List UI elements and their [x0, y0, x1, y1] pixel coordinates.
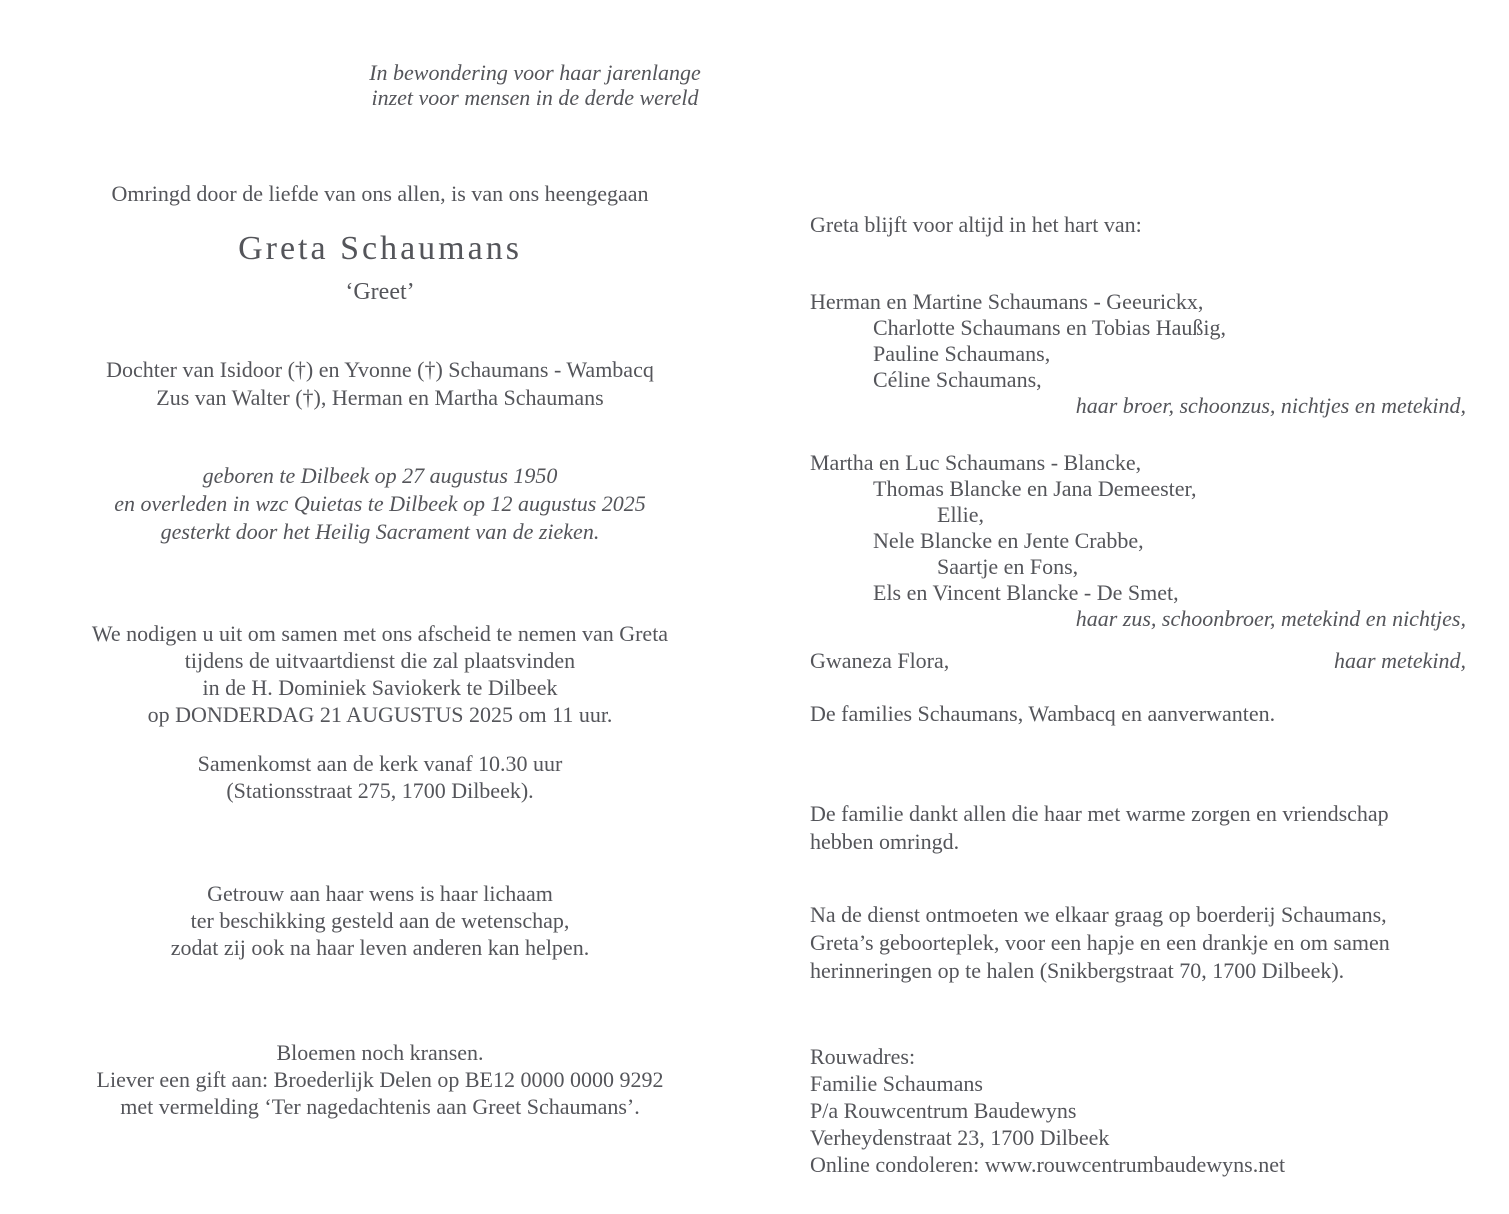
- lineage-line: Zus van Walter (†), Herman en Martha Schaumans: [156, 385, 604, 410]
- thanks-line: hebben omringd.: [810, 829, 960, 854]
- lineage: [30, 356, 730, 412]
- science-line: zodat zij ook na haar leven anderen kan helpen.: [170, 935, 590, 960]
- godchild-name: Gwaneza Flora,: [810, 648, 950, 673]
- life-dates: [30, 462, 730, 546]
- reception-note: [810, 901, 1466, 985]
- family-member-line: Saartje en Fons,: [937, 554, 1079, 579]
- sacrament-line: gesterkt door het Heilig Sacrament van de zieken.: [160, 519, 600, 544]
- mourning-address-label: Rouwadres:: [810, 1044, 916, 1069]
- funeral-service-info: [30, 620, 730, 728]
- epigraph-line: In bewondering voor haar jarenlange: [369, 60, 701, 85]
- relation-line: haar broer, schoonzus, nichtjes en metekind,: [1075, 393, 1466, 418]
- donation-note: [30, 1039, 730, 1120]
- mourning-address: [810, 1043, 1466, 1178]
- mourning-address-line: Verheydenstraat 23, 1700 Dilbeek: [810, 1125, 1110, 1150]
- family-member-line: Nele Blancke en Jente Crabbe,: [873, 528, 1144, 553]
- mourning-address-line: Familie Schaumans: [810, 1071, 983, 1096]
- reception-line: Greta’s geboorteplek, voor een hapje en een drankje en om samen: [810, 930, 1390, 955]
- family-group-brother: [810, 289, 1466, 419]
- deceased-name: Greta Schaumans: [238, 230, 522, 267]
- reception-address-line: herinneringen op te halen (Snikbergstraat 70, 1700 Dilbeek).: [810, 958, 1345, 983]
- family-member-line: Pauline Schaumans,: [873, 341, 1051, 366]
- mourning-address-line: P/a Rouwcentrum Baudewyns: [810, 1098, 1077, 1123]
- epigraph: [285, 60, 785, 110]
- family-member-line: Charlotte Schaumans en Tobias Haußig,: [873, 315, 1227, 340]
- gathering-address-line: (Stationsstraat 275, 1700 Dilbeek).: [226, 778, 534, 803]
- thanks-line: De familie dankt allen die haar met warme zorgen en vriendschap: [810, 801, 1389, 826]
- deceased-nickname: ‘Greet’: [345, 279, 415, 305]
- service-line: tijdens de uitvaartdienst die zal plaatsvinden: [184, 648, 576, 673]
- families-line: De families Schaumans, Wambacq en aanverwanten.: [810, 701, 1276, 726]
- thanks-note: [810, 800, 1466, 856]
- family-member-line: Els en Vincent Blancke - De Smet,: [873, 580, 1179, 605]
- reception-line: Na de dienst ontmoeten we elkaar graag op boerderij Schaumans,: [810, 902, 1387, 927]
- epigraph-line: inzet voor mensen in de derde wereld: [371, 85, 699, 110]
- remembrance-heading: Greta blijft voor altijd in het hart van:: [810, 212, 1142, 237]
- godchild-row: [810, 648, 1466, 674]
- gathering-line: Samenkomst aan de kerk vanaf 10.30 uur: [197, 751, 563, 776]
- service-line: in de H. Dominiek Saviokerk te Dilbeek: [202, 675, 558, 700]
- family-group-sister: [810, 450, 1466, 632]
- condolence-website-line: Online condoleren: www.rouwcentrumbaudewyns.net: [810, 1152, 1286, 1177]
- death-announcement-line: Omringd door de liefde van ons allen, is van ons heengegaan: [111, 181, 649, 206]
- family-member-line: Ellie,: [937, 502, 985, 527]
- service-line: We nodigen u uit om samen met ons afscheid te nemen van Greta: [91, 621, 669, 646]
- donation-account-line: Liever een gift aan: Broederlijk Delen op BE12 0000 0000 9292: [96, 1067, 664, 1092]
- death-line: en overleden in wzc Quietas te Dilbeek op 12 augustus 2025: [114, 491, 646, 516]
- service-date-line: op DONDERDAG 21 AUGUSTUS 2025 om 11 uur.: [147, 702, 613, 727]
- relation-line: haar zus, schoonbroer, metekind en nichtjes,: [1075, 606, 1466, 631]
- science-line: ter beschikking gesteld aan de wetenschap,: [190, 908, 570, 933]
- birth-line: geboren te Dilbeek op 27 augustus 1950: [202, 463, 558, 488]
- science-line: Getrouw aan haar wens is haar lichaam: [207, 881, 553, 906]
- gathering-info: [30, 750, 730, 804]
- family-member-line: Céline Schaumans,: [873, 367, 1042, 392]
- donation-line: met vermelding ‘Ter nagedachtenis aan Greet Schaumans’.: [120, 1094, 640, 1119]
- family-member-line: Herman en Martine Schaumans - Geeurickx,: [810, 289, 1204, 314]
- lineage-line: Dochter van Isidoor (†) en Yvonne (†) Schaumans - Wambacq: [106, 357, 654, 382]
- donation-line: Bloemen noch kransen.: [276, 1040, 484, 1065]
- body-to-science-note: [30, 880, 730, 961]
- godchild-relation: haar metekind,: [1334, 648, 1466, 673]
- family-member-line: Martha en Luc Schaumans - Blancke,: [810, 450, 1142, 475]
- family-member-line: Thomas Blancke en Jana Demeester,: [873, 476, 1197, 501]
